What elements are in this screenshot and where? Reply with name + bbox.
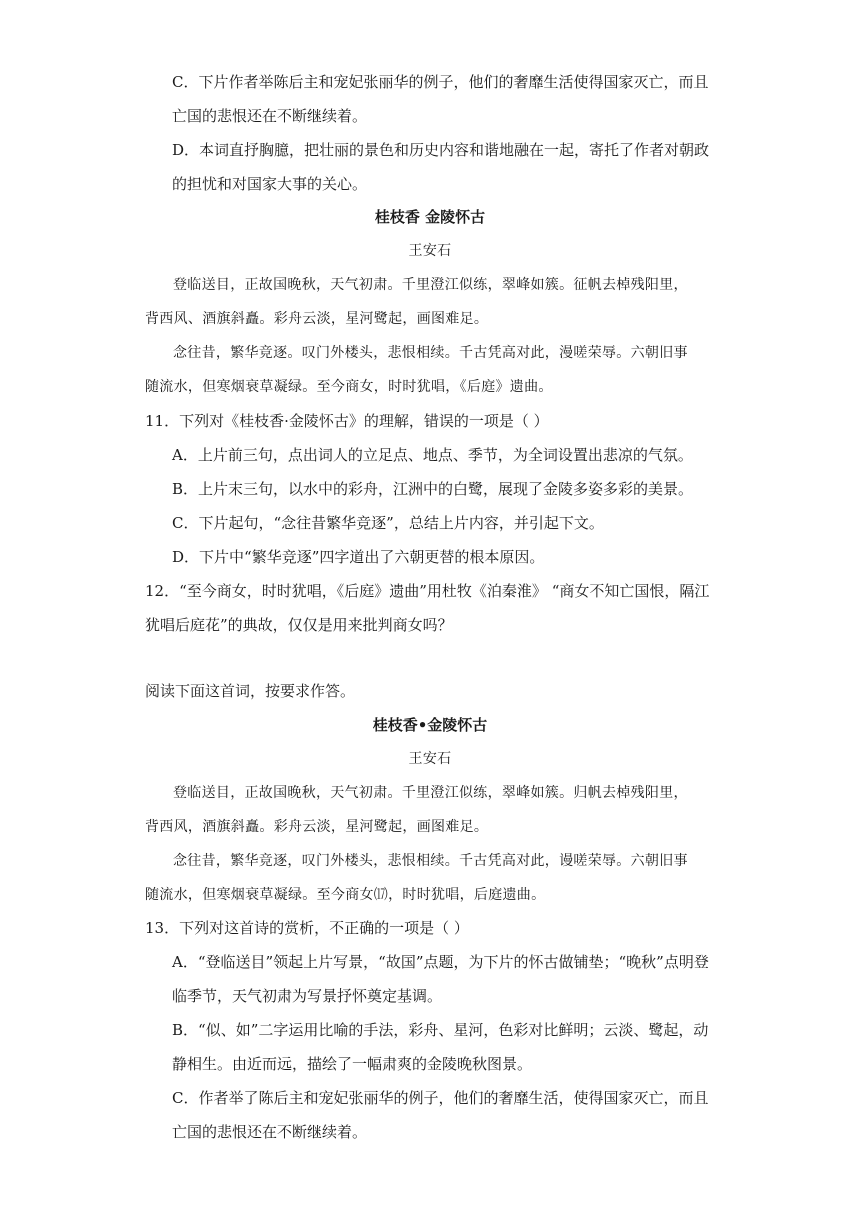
poem1-title: 桂枝香 金陵怀古 — [374, 208, 486, 226]
poem2-stanza1-line2: 背西风，酒旗斜矗。彩舟云淡，星河鹭起，画图难足。 — [145, 819, 489, 835]
q13-option-a-line2: 临季节，天气初肃为写景抒怀奠定基调。 — [172, 987, 443, 1005]
q11-stem: 11．下列对《桂枝香·金陵怀古》的理解，错误的一项是（ ） — [145, 412, 549, 430]
q13-option-c-line1: C．作者举了陈后主和宠妃张丽华的例子，他们的奢靡生活，使得国家灭亡，而且 — [172, 1089, 709, 1107]
q11-option-d: D．下片中“繁华竞逐”四字道出了六朝更替的根本原因。 — [172, 548, 545, 566]
q10-option-d-line2: 的担忧和对国家大事的关心。 — [172, 175, 368, 193]
poem2-stanza2-line2: 随流水，但寒烟衰草凝绿。至今商女⒄，时时犹唱，后庭遗曲。 — [145, 887, 546, 903]
poem1-author: 王安石 — [408, 243, 452, 259]
reading-intro: 阅读下面这首词，按要求作答。 — [145, 682, 356, 700]
q11-option-c: C．下片起句，“念往昔繁华竞逐”，总结上片内容，并引起下文。 — [172, 514, 604, 532]
poem2-stanza2-line1: 念往昔，繁华竞逐，叹门外楼头，悲恨相续。千古凭高对此，谩嗟荣辱。六朝旧事 — [173, 853, 688, 869]
q12-stem-line1: 12．“至今商女，时时犹唱，《后庭》遗曲”用杜牧《泊秦淮》 “商女不知亡国恨，隔江 — [145, 582, 710, 600]
q10-option-c-line1: C．下片作者举陈后主和宠妃张丽华的例子，他们的奢靡生活使得国家灭亡，而且 — [172, 73, 709, 91]
q13-option-b-line1: B．“似、如”二字运用比喻的手法，彩舟、星河，色彩对比鲜明；云淡、鹭起，动 — [172, 1021, 709, 1039]
q13-option-b-line2: 静相生。由近而远，描绘了一幅肃爽的金陵晚秋图景。 — [172, 1055, 533, 1073]
poem1-stanza2-line1: 念往昔，繁华竞逐。叹门外楼头，悲恨相续。千古凭高对此，漫嗟荣辱。六朝旧事 — [173, 345, 688, 361]
poem1-stanza1-line2: 背西风、酒旗斜矗。彩舟云淡，星河鹭起，画图难足。 — [145, 311, 489, 327]
q10-option-c-line2: 亡国的悲恨还在不断继续着。 — [172, 107, 368, 125]
poem2-title: 桂枝香•金陵怀古 — [372, 716, 488, 734]
poem1-stanza2-line2: 随流水，但寒烟衰草凝绿。至今商女，时时犹唱，《后庭》遗曲。 — [145, 379, 553, 395]
q13-option-c-line2: 亡国的悲恨还在不断继续着。 — [172, 1123, 368, 1141]
q13-option-a-line1: A．“登临送目”领起上片写景，“故国”点题，为下片的怀古做铺垫；“晚秋”点明登 — [172, 953, 709, 971]
q13-stem: 13．下列对这首诗的赏析，不正确的一项是（ ） — [145, 919, 469, 937]
q11-option-b: B．上片末三句，以水中的彩舟，江洲中的白鹭，展现了金陵多姿多彩的美景。 — [172, 480, 694, 498]
q11-option-a: A．上片前三句，点出词人的立足点、地点、季节，为全词设置出悲凉的气氛。 — [172, 446, 693, 464]
q10-option-d-line1: D．本词直抒胸臆，把壮丽的景色和历史内容和谐地融在一起，寄托了作者对朝政 — [172, 141, 710, 159]
poem1-stanza1-line1: 登临送目，正故国晚秋，天气初肃。千里澄江似练，翠峰如簇。征帆去棹残阳里， — [173, 277, 688, 293]
poem2-author: 王安石 — [408, 751, 452, 767]
q12-stem-line2: 犹唱后庭花”的典故，仅仅是用来批判商女吗？ — [145, 616, 453, 634]
poem2-stanza1-line1: 登临送目，正故国晚秋，天气初肃。千里澄江似练，翠峰如簇。归帆去棹残阳里， — [173, 785, 688, 801]
